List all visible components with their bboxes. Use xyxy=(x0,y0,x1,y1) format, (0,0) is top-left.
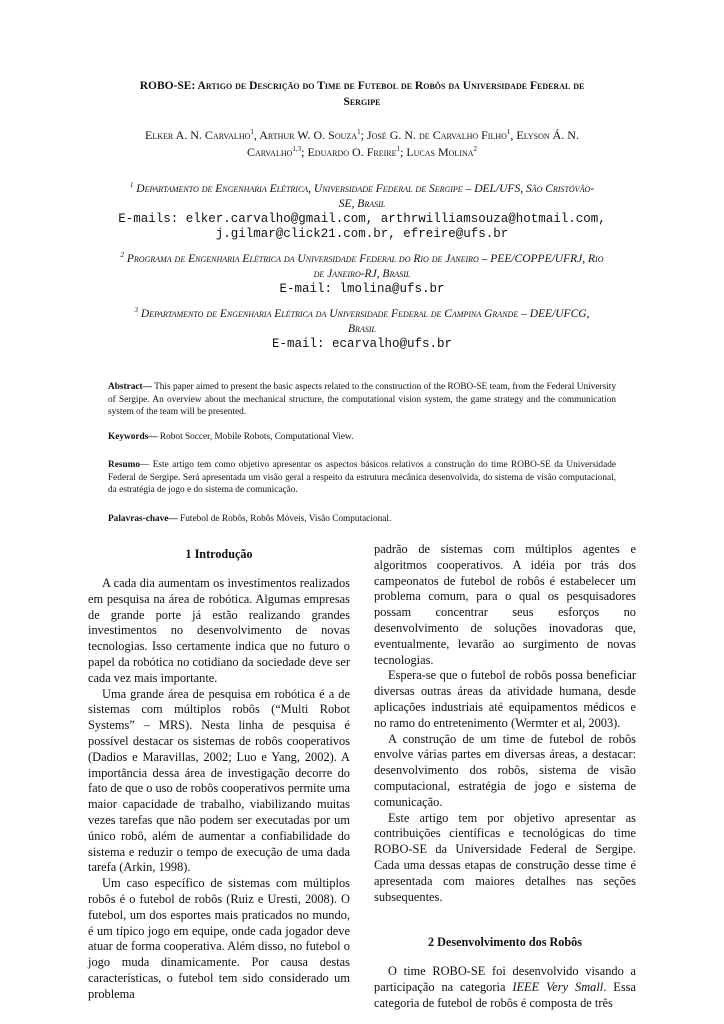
affiliation-email: E-mails: elker.carvalho@gmail.com, arthrwilliamsouza@hotmail.com, xyxy=(118,212,606,226)
author-name: ; Eduardo O. Freire xyxy=(301,145,397,159)
abstract xyxy=(108,381,616,419)
resumo-text: — Este artigo tem como objetivo apresentar os aspectos básicos relativos a construção do time ROBO-SE da Universidade Federal de Sergipe. Será apresentada um visão geral a respeito da estrutura mecânica desenvolvida, do sistema de visão computacional, da estratégia de jogo e do sistema de comunicação. xyxy=(108,460,616,495)
author-name: Elker A. N. Carvalho xyxy=(145,128,251,142)
keywords-label: Keywords— xyxy=(108,432,158,442)
affiliation-institution-cont: de Janeiro-RJ, Brasil xyxy=(313,268,411,280)
paragraph: Espera-se que o futebol de robôs possa beneficiar diversas outras áreas da atividade humana, desde aplicações industriais até equipamentos médicos e no ramo do entretenimento (Wermter et al, 2003). xyxy=(374,668,636,730)
left-column xyxy=(88,547,350,1003)
paragraph: Um caso específico de sistemas com múltiplos robôs é o futebol de robôs (Ruiz e Uresti, 2008). O futebol, um dos esportes mais praticados no mundo, é um típico jogo em equipe, onde cada jogador deve atuar de forma cooperativa. Além disso, no futebol o jogo muda dinamicamente. Por causa destas características, o futebol tem sido considerado um problema xyxy=(88,876,350,1001)
right-column xyxy=(374,542,636,1012)
affiliation-line: Departamento de Engenharia Elétrica, Universidade Federal de Sergipe – DEL/UFS, São Cristóvão- xyxy=(133,183,595,195)
keywords-text: Robot Soccer, Mobile Robots, Computational View. xyxy=(157,432,354,442)
keywords xyxy=(108,431,616,444)
resumo xyxy=(108,459,616,497)
palavras-chave xyxy=(108,513,616,526)
palavras-chave-text: Futebol de Robôs, Robôs Móveis, Visão Computacional. xyxy=(177,514,392,524)
author-name: , Arthur W. O. Souza xyxy=(253,128,358,142)
section-heading-desenvolvimento: 2 Desenvolvimento dos Robôs xyxy=(427,935,583,950)
paragraph: padrão de sistemas com múltiplos agentes e algoritmos cooperativos. A idéia por trás dos campeonatos de futebol de robôs é estabelecer um problema comum, para o qual os pesquisadores possam concentrar seus esforços no desenvolvimento de soluções inovadoras que, eventualmente, levarão ao surgimento de novas tecnologias. xyxy=(374,542,636,667)
palavras-chave-label: Palavras-chave— xyxy=(108,514,178,524)
author-affiliation-mark: 1 xyxy=(357,128,361,136)
author-affiliation-mark: 1 xyxy=(396,145,400,153)
affiliation-line: Departamento de Engenharia Elétrica da Universidade Federal de Campina Grande – DEE/UFCG, xyxy=(138,308,590,320)
paragraph-text: O time ROBO-SE foi desenvolvido visando a participação na categoria xyxy=(374,964,636,995)
affiliation-institution-cont: SE, Brasil xyxy=(338,198,386,210)
paragraph: Este artigo tem por objetivo apresentar as contribuições científicas e tecnológicas do time ROBO-SE da Universidade Federal de Sergipe. Cada uma dessas etapas de construção desse time é apresentada com maiores detalhes nas seções subsequentes. xyxy=(374,810,636,904)
affiliation-institution xyxy=(80,252,644,267)
affiliation-institution xyxy=(80,182,644,197)
category-name: IEEE Very Small xyxy=(512,980,604,995)
affiliation-institution-cont: Brasil xyxy=(348,323,376,335)
affiliation-email: j.gilmar@click21.com.br, efreire@ufs.br xyxy=(215,227,509,241)
affiliation-line: Programa de Engenharia Elétrica da Universidade Federal do Rio de Janeiro – PEE/COPPE/UFRJ, Rio xyxy=(124,253,604,265)
paragraph: A cada dia aumentam os investimentos realizados em pesquisa na área de robótica. Algumas empresas de grande porte já estão realizando grandes investimentos no desenvolvimento de novas tecnologias. Isso certamente indica que no futuro o papel da robótica no cotidiano da sociedade deve ser cada vez mais importante. xyxy=(88,576,350,685)
author-name: ; José G. N. de Carvalho Filho xyxy=(360,128,507,142)
affiliation-3 xyxy=(80,307,644,352)
affiliation-1 xyxy=(80,182,644,242)
paragraph: A construção de um time de futebol de robôs envolve várias partes em diversas áreas, a destacar: desenvolvimento dos robôs, sistema de visão computacional, estratégia de jogo e sistema de comunicação. xyxy=(374,731,636,809)
paragraph xyxy=(374,964,636,1011)
affiliation-number: 2 xyxy=(120,251,125,259)
title-line-1: ROBO-SE: Artigo de Descrição do Time de Futebol de Robôs da Universidade Federal de xyxy=(139,80,585,92)
abstract-label: Abstract— xyxy=(108,382,152,392)
paragraph-text: . Essa categoria de futebol de robôs é composta de três xyxy=(374,980,636,1010)
affiliation-email: E-mail: lmolina@ufs.br xyxy=(279,282,445,296)
author-affiliation-mark: 1,3 xyxy=(292,145,302,153)
author-affiliation-mark: 2 xyxy=(473,145,478,153)
paper-title xyxy=(90,78,634,110)
author-name: , Elyson Á. N. xyxy=(510,128,579,142)
author-list xyxy=(90,127,634,161)
paragraph: Uma grande área de pesquisa em robótica é a de sistemas com múltiplos robôs (“Multi Robot Systems” – MRS). Nesta linha de pesquisa é possível destacar os sistemas de robôs cooperativos (Dadios e Maravillas, 2002; Luo e Yang, 2002). A importância dessa área de investigação decorre do fato de que o uso de robôs cooperativos permite uma maior capacidade de trabalho, viabilizando muitas vezes tarefas que não podem ser executadas por um único robô, além de aumentar a confiabilidade do sistema e reduzir o tempo de execução de uma dada tarefa (Arkin, 1998). xyxy=(88,686,350,875)
affiliation-email: E-mail: ecarvalho@ufs.br xyxy=(271,337,453,351)
title-line-2: Sergipe xyxy=(343,96,381,108)
affiliation-institution xyxy=(80,307,644,322)
affiliation-number: 3 xyxy=(134,306,139,314)
author-affiliation-mark: 1 xyxy=(506,128,511,136)
affiliation-number: 1 xyxy=(129,181,134,189)
author-name: Carvalho xyxy=(246,145,293,159)
abstract-text: This paper aimed to present the basic aspects related to the construction of the ROBO-SE team, from the Federal University of Sergipe. An overview about the mechanical structure, the computational vision system, the game strategy and the communication system of the team will be presented. xyxy=(108,382,616,417)
author-name: ; Lucas Molina xyxy=(399,145,474,159)
author-affiliation-mark: 1 xyxy=(250,128,254,136)
resumo-label: Resumo xyxy=(108,460,141,470)
section-heading-introducao: 1 Introdução xyxy=(185,547,253,561)
affiliation-2 xyxy=(80,252,644,297)
